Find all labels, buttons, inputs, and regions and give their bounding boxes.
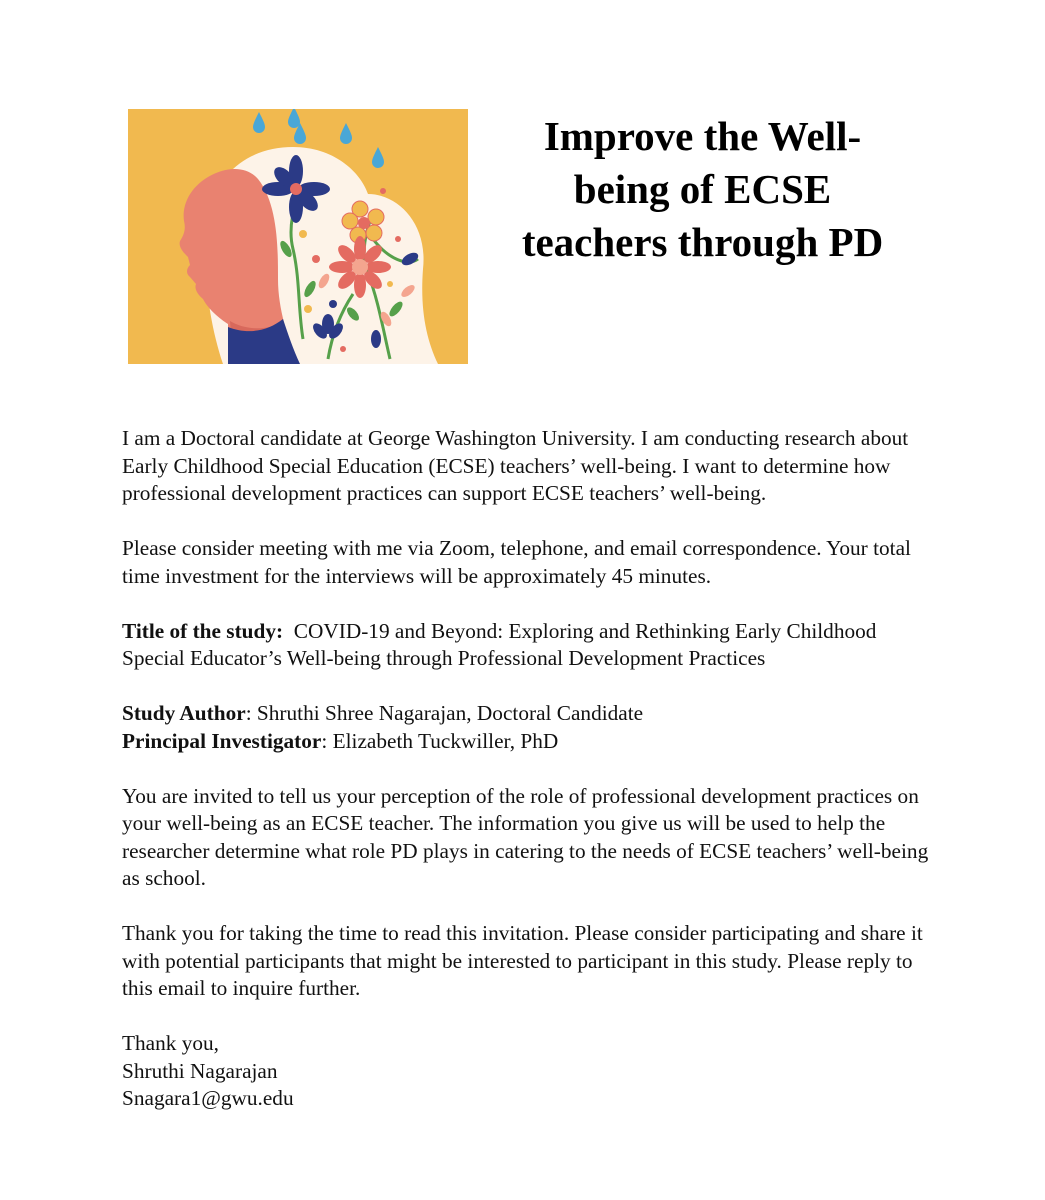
title-line-1: Improve the Well- [543, 113, 862, 159]
principal-investigator-label: Principal Investigator [122, 728, 322, 753]
title-line-3: teachers through PD [521, 219, 884, 265]
woman-profile-flowers-illustration [128, 109, 468, 364]
principal-investigator-value: : Elizabeth Tuckwiller, PhD [321, 728, 559, 753]
email-link[interactable]: Snagara1@gwu.edu [122, 1086, 294, 1110]
study-author-label: Study Author [122, 701, 246, 725]
study-author-line [122, 700, 942, 728]
page-title [485, 110, 920, 269]
intro-paragraph: I am a Doctoral candidate at George Washington University. I am conducting research about Early Childhood Special Education (ECSE) teachers’ well-being. I want to determine how professional development practices can support ECSE teachers’ well-being. [122, 426, 909, 505]
study-title-value: COVID-19 and Beyond: Exploring and Rethinking Early Childhood Special Educator’s Well-being through Professional Development Practices [122, 618, 877, 670]
study-author-value: : Shruthi Shree Nagarajan, Doctoral Candidate [245, 701, 644, 725]
invitation-paragraph: You are invited to tell us your perception of the role of professional development practices on your well-being as an ECSE teacher. The information you give us will be used to help the researcher determine what role PD plays in catering to the needs of ECSE teachers’ well-being as school. [122, 783, 929, 890]
principal-investigator-line [122, 728, 942, 756]
thanks-paragraph: Thank you for taking the time to read this invitation. Please consider participating and share it with potential participants that might be interested to participant in this study. Please reply to this email to inquire further. [122, 921, 923, 1000]
letter-body [122, 425, 942, 1113]
study-title-label: Title of the study: [122, 618, 284, 643]
closing-line: Thank you, [122, 1031, 220, 1055]
signature-name: Shruthi Nagarajan [122, 1058, 278, 1083]
study-title-paragraph [122, 618, 942, 673]
title-line-2: being of ECSE [573, 166, 832, 212]
signature-email-line [122, 1085, 942, 1113]
meeting-paragraph: Please consider meeting with me via Zoom, telephone, and email correspondence. Your total time investment for the interviews will be approximately 45 minutes. [122, 536, 911, 588]
